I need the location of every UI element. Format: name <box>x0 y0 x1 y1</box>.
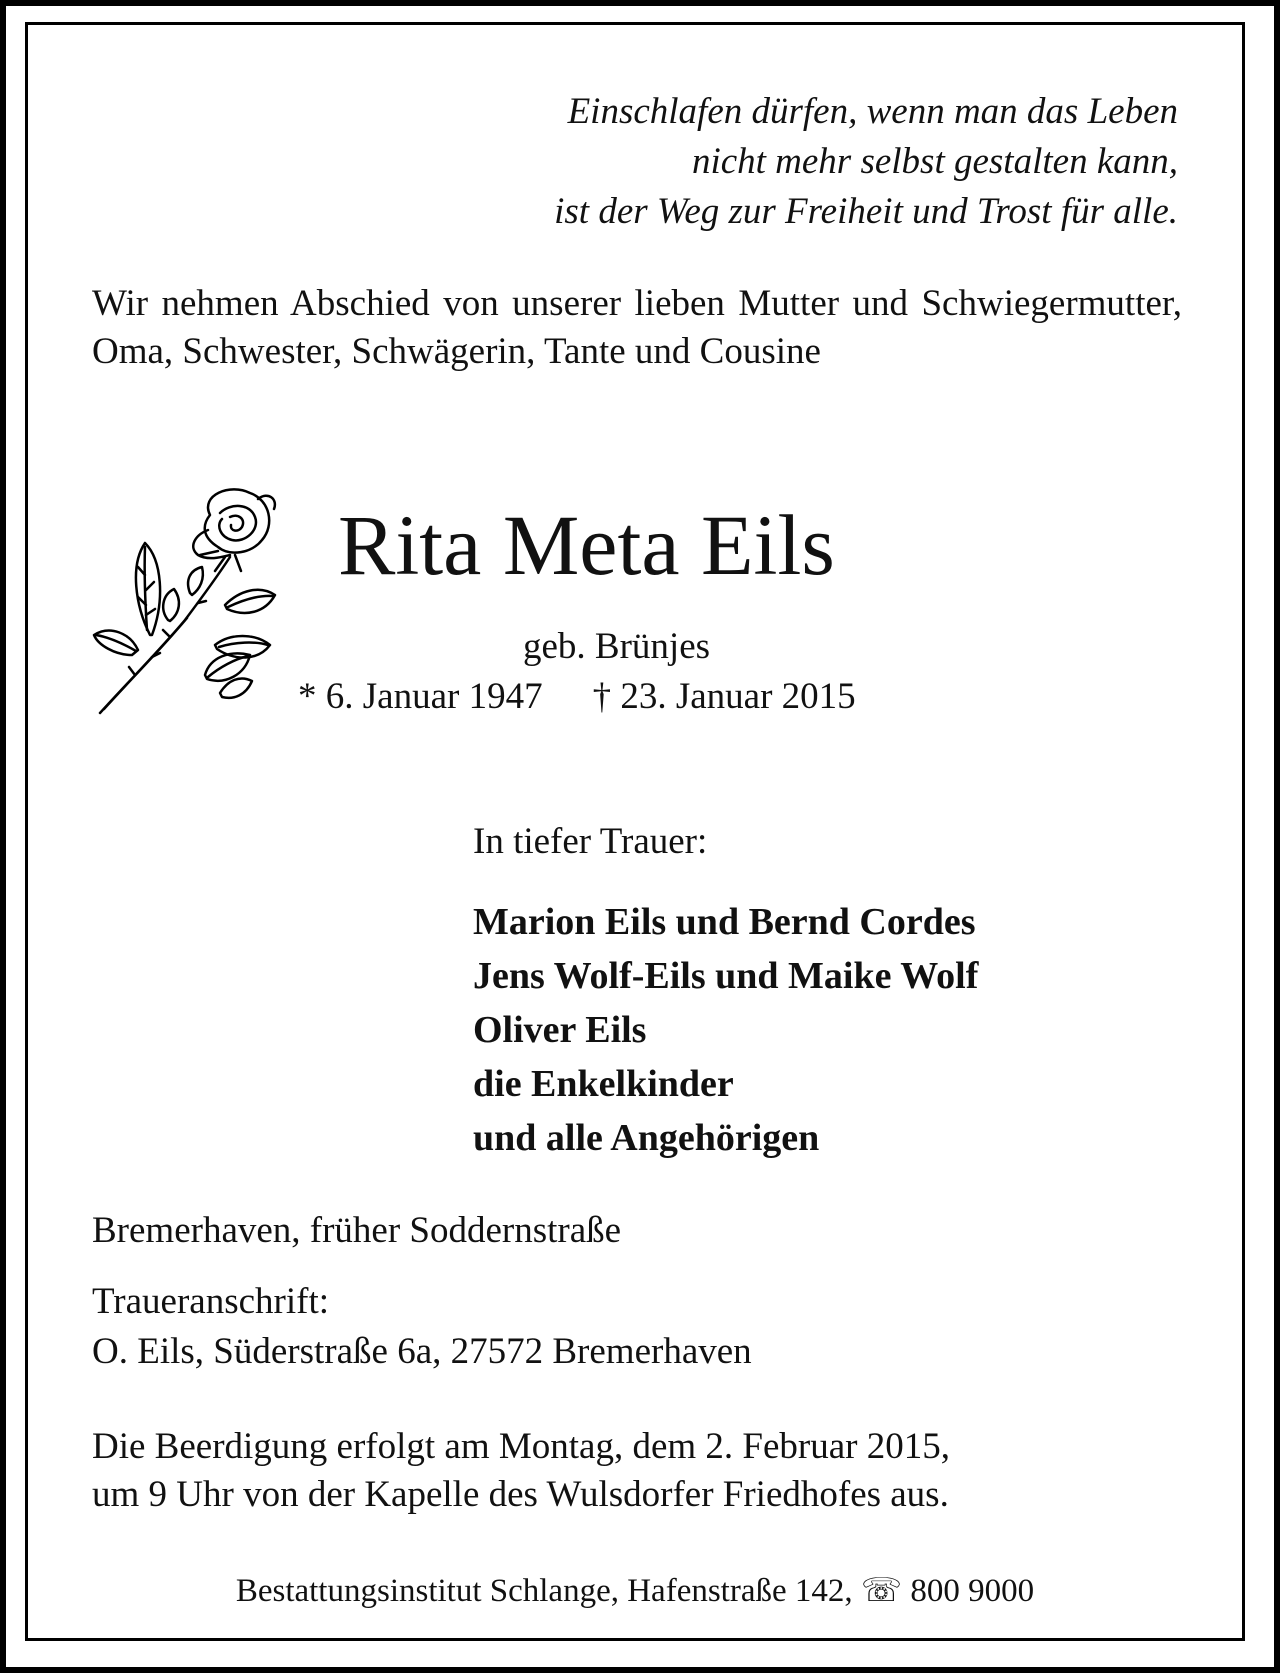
poem-line: Einschlafen dürfen, wenn man das Leben <box>567 91 1178 132</box>
undertaker-info: Bestattungsinstitut Schlange, Hafenstraße 142, ☏ 800 9000 <box>235 1573 1035 1609</box>
funeral-line: Die Beerdigung erfolgt am Montag, dem 2. Februar 2015, <box>92 1426 950 1467</box>
poem-line: nicht mehr selbst gestalten kann, <box>691 141 1178 182</box>
poem-line: ist der Weg zur Freiheit und Trost für alle. <box>554 191 1178 232</box>
funeral-line: um 9 Uhr von der Kapelle des Wulsdorfer Friedhofes aus. <box>92 1474 949 1515</box>
farewell-text: Wir nehmen Abschied von unserer lieben Mutter und Schwiegermutter, Oma, Schwester, Schwägerin, Tante und Cousine <box>92 283 1182 372</box>
place-text: Bremerhaven, früher Soddernstraße <box>92 1210 622 1251</box>
birth-name: geb. Brünjes <box>523 626 711 667</box>
poem <box>554 87 1178 237</box>
mourners-list <box>473 895 978 1165</box>
funeral-info <box>92 1423 1182 1519</box>
obituary-notice <box>28 25 1242 1638</box>
death-date: † 23. Januar 2015 <box>592 676 856 717</box>
mourning-heading: In tiefer Trauer: <box>473 821 708 862</box>
mourning-address <box>92 1277 752 1377</box>
mourner: Marion Eils und Bernd Cordes <box>473 901 976 943</box>
rose-icon <box>90 485 280 725</box>
mourning-address-label: Traueranschrift: <box>92 1281 330 1322</box>
life-dates <box>298 675 856 719</box>
mourner: und alle Angehörigen <box>473 1117 820 1159</box>
deceased-name: Rita Meta Eils <box>338 497 835 593</box>
birth-date: * 6. Januar 1947 <box>298 676 543 717</box>
mourner: die Enkelkinder <box>473 1063 734 1105</box>
mourning-address-value: O. Eils, Süderstraße 6a, 27572 Bremerhaven <box>92 1331 752 1372</box>
inner-border <box>25 22 1245 1641</box>
mourner: Jens Wolf-Eils und Maike Wolf <box>473 955 979 997</box>
mourner: Oliver Eils <box>473 1009 647 1051</box>
